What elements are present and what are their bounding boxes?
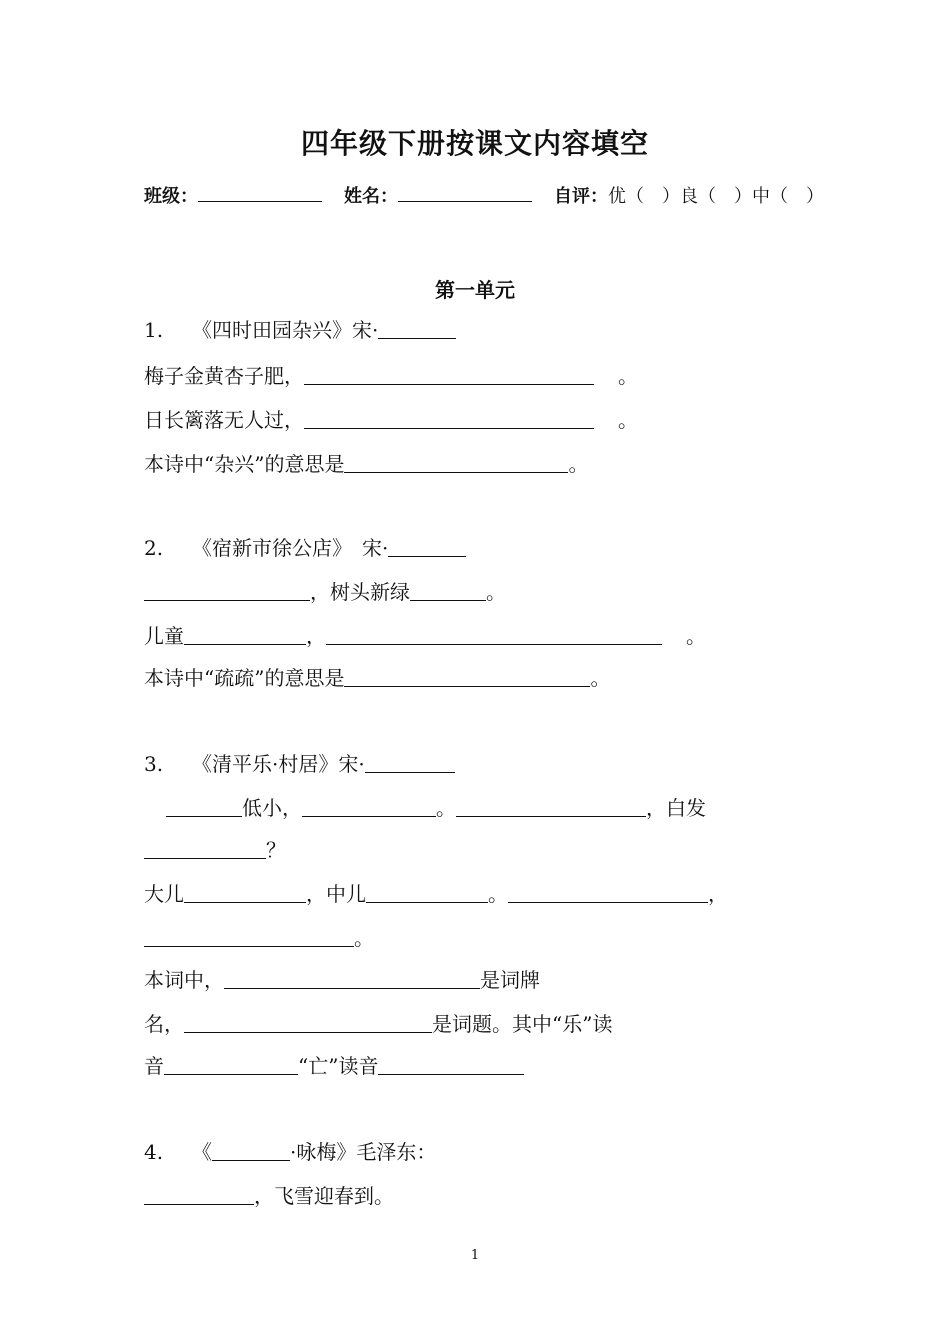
- q2-line2-text: 儿童: [144, 624, 184, 648]
- q4-number: 4.: [144, 1140, 164, 1164]
- q3-line7-text-a: 音: [144, 1054, 164, 1078]
- q2-title-line: [144, 534, 466, 562]
- q2-line3: [144, 664, 610, 692]
- q3-author-blank[interactable]: [365, 752, 455, 773]
- q3-line6-blank[interactable]: [184, 1012, 432, 1033]
- q3-line4: [144, 924, 374, 952]
- q3-line1-blank-c[interactable]: [456, 796, 646, 817]
- q3-line2: [144, 836, 286, 864]
- q3-line7: [144, 1052, 524, 1080]
- q3-line3-blank-b[interactable]: [366, 882, 488, 903]
- q2-line1-text: ，树头新绿: [310, 580, 410, 604]
- q2-line1-blank-a[interactable]: [144, 580, 310, 601]
- q2-title: 《宿新市徐公店》 宋·: [192, 536, 389, 560]
- q3-line3-text-c: 。: [488, 882, 508, 906]
- q3-line7-text-b: “亡”读音: [298, 1054, 379, 1078]
- q1-line1-end: 。: [618, 364, 638, 388]
- q3-line3-blank-a[interactable]: [184, 882, 306, 903]
- q3-line5: [144, 966, 540, 994]
- q3-line1-text-a: 低小，: [242, 796, 302, 820]
- q1-line1-blank[interactable]: [304, 364, 594, 385]
- page-title: 四年级下册按课文内容填空: [300, 127, 649, 160]
- q1-line2-text: 日长篱落无人过，: [144, 408, 304, 432]
- q1-author-blank[interactable]: [378, 318, 456, 339]
- q3-line3: [144, 880, 728, 908]
- q1-line1-text: 梅子金黄杏子肥，: [144, 364, 304, 388]
- q3-line1-blank-b[interactable]: [302, 796, 436, 817]
- q1-title-line: [144, 316, 456, 344]
- q4-title-blank[interactable]: [212, 1140, 290, 1161]
- q1-line3-blank[interactable]: [344, 452, 568, 473]
- q4-line1-blank[interactable]: [144, 1184, 254, 1205]
- q3-line3-blank-c[interactable]: [508, 882, 708, 903]
- q3-number: 3.: [144, 752, 164, 776]
- q3-line7-blank-b[interactable]: [378, 1054, 524, 1075]
- q1-line2-end: 。: [618, 408, 638, 432]
- q3-line1-blank-a[interactable]: [166, 796, 242, 817]
- q3-line5-text-b: 是词牌: [480, 968, 540, 992]
- q3-line5-blank[interactable]: [224, 968, 480, 989]
- q3-line1-text-c: ，白发: [646, 796, 706, 820]
- q1-line3-end: 。: [568, 452, 589, 476]
- q2-line3-end: 。: [590, 666, 611, 690]
- q3-line3-text-d: ，: [708, 882, 728, 906]
- q3-line6-text-b: 是词题。其中“乐”读: [432, 1012, 613, 1036]
- q4-line1-text: ，飞雪迎春到。: [254, 1184, 394, 1208]
- q2-line2-blank-b[interactable]: [326, 624, 662, 645]
- q2-line1-end: 。: [486, 580, 506, 604]
- q2-line2-end: 。: [686, 624, 706, 648]
- q1-line2: [144, 406, 638, 434]
- name-label: 姓名：: [344, 186, 398, 207]
- q2-number: 2.: [144, 536, 164, 560]
- q3-line6-text-a: 名，: [144, 1012, 184, 1036]
- q2-line3-blank[interactable]: [344, 666, 590, 687]
- name-blank[interactable]: [398, 181, 532, 202]
- unit-heading: 第一单元: [435, 278, 515, 302]
- class-label: 班级：: [144, 186, 198, 207]
- q1-line3: [144, 450, 588, 478]
- q3-line2-end: ？: [266, 838, 286, 862]
- q2-line1: [144, 578, 506, 606]
- q2-line3-text: 本诗中“疏疏”的意思是: [144, 666, 345, 690]
- q2-line2-blank-a[interactable]: [184, 624, 306, 645]
- q1-line2-blank[interactable]: [304, 408, 594, 429]
- q3-title: 《清平乐·村居》宋·: [192, 752, 365, 776]
- q3-line6: [144, 1010, 612, 1038]
- q4-line1: [144, 1182, 394, 1210]
- q3-line5-text-a: 本词中，: [144, 968, 224, 992]
- q3-line3-text-b: ，中儿: [306, 882, 366, 906]
- q3-line4-blank[interactable]: [144, 926, 354, 947]
- q3-title-line: [144, 750, 455, 778]
- q2-author-blank[interactable]: [388, 536, 466, 557]
- q4-title-text: ·咏梅》毛泽东：: [290, 1140, 437, 1164]
- q3-line1: [166, 794, 706, 822]
- q3-line3-text-a: 大儿: [144, 882, 184, 906]
- q1-line3-text: 本诗中“杂兴”的意思是: [144, 452, 345, 476]
- q1-number: 1.: [144, 318, 164, 342]
- class-blank[interactable]: [198, 181, 322, 202]
- self-eval-label: 自评：: [554, 186, 608, 207]
- q2-line2: [144, 622, 706, 650]
- q3-line2-blank[interactable]: [144, 838, 266, 859]
- q1-line1: [144, 362, 638, 390]
- q3-line4-end: 。: [354, 926, 374, 950]
- q4-title-open: 《: [192, 1140, 212, 1164]
- q4-title-line: [144, 1138, 436, 1166]
- q2-line1-blank-b[interactable]: [410, 580, 486, 601]
- student-info-row: [144, 181, 824, 208]
- q1-title: 《四时田园杂兴》宋·: [192, 318, 379, 342]
- self-eval-options: 优（ ）良（ ）中（ ）: [608, 186, 824, 207]
- q3-line1-text-b: 。: [436, 796, 456, 820]
- q2-line2-comma: ，: [306, 624, 326, 648]
- q3-line7-blank-a[interactable]: [164, 1054, 298, 1075]
- page-number: 1: [470, 1248, 480, 1263]
